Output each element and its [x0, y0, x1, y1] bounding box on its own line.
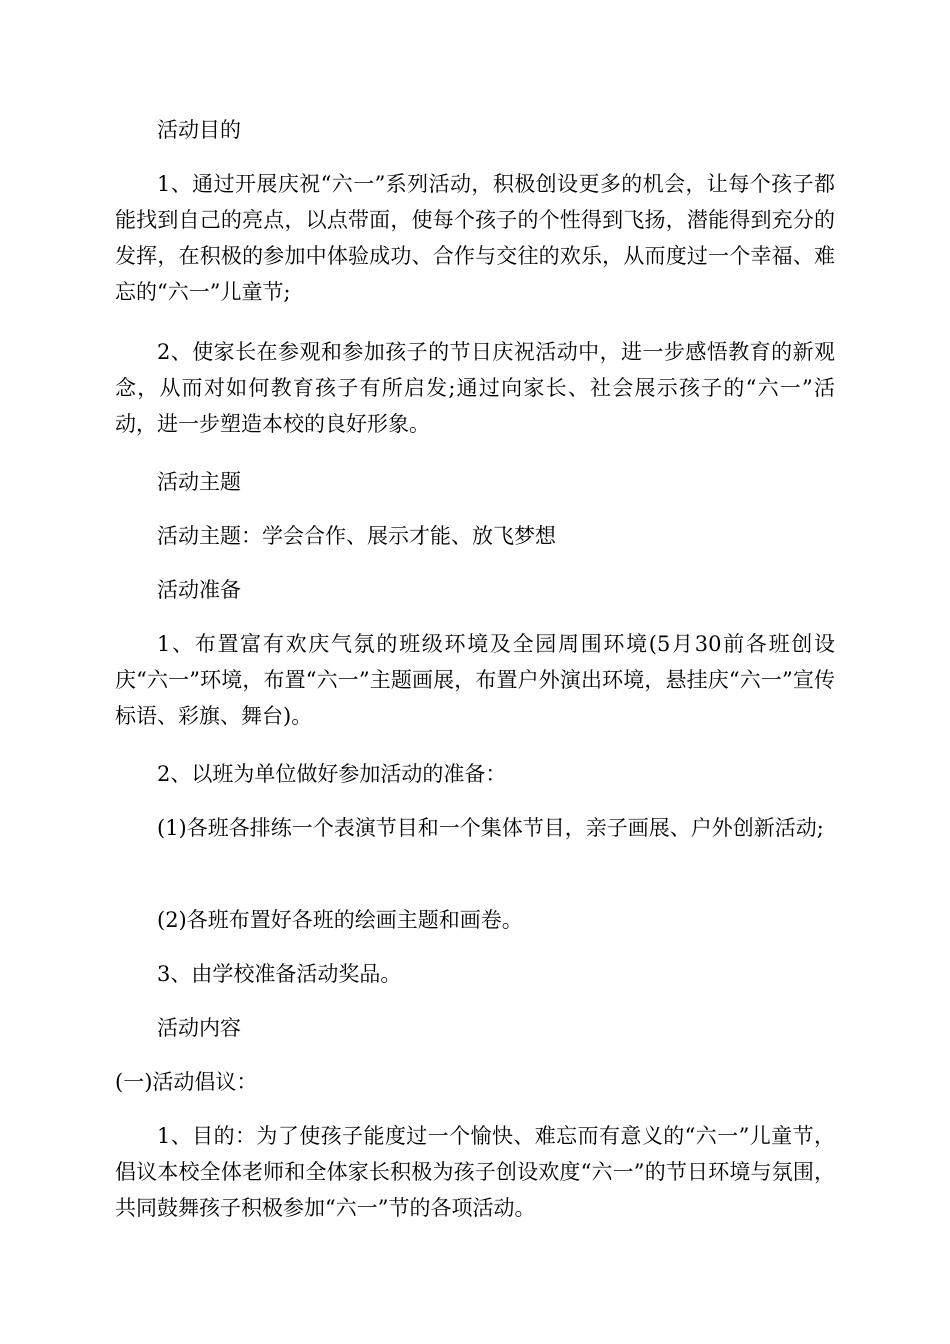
paragraph-purpose-2: 2、使家长在参观和参加孩子的节日庆祝活动中，进一步感悟教育的新观念，从而对如何教育孩子有所启发;通过向家长、社会展示孩子的“六一”活动，进一步塑造本校的良好形象。 [115, 340, 835, 436]
paragraph-preparation-1: 1、布置富有欢庆气氛的班级环境及全园周围环境(5月30前各班创设庆“六一”环境，布置“六一”主题画展，布置户外演出环境，悬挂庆“六一”宣传标语、彩旗、舞台)。 [115, 632, 835, 728]
paragraph-purpose-1: 1、通过开展庆祝“六一”系列活动，积极创设更多的机会，让每个孩子都能找到自己的亮点，以点带面，使每个孩子的个性得到飞扬，潜能得到充分的发挥，在积极的参加中体验成功、合作与交往的欢乐，从而度过一个幸福、难忘的“六一”儿童节; [115, 172, 835, 304]
subheading-activity-proposal: (一)活动倡议： [115, 1070, 258, 1094]
paragraph-preparation-2-2: (2)各班布置好各班的绘画主题和画卷。 [157, 908, 523, 932]
heading-activity-content: 活动内容 [157, 1016, 241, 1040]
heading-activity-theme: 活动主题 [157, 470, 241, 494]
paragraph-theme: 活动主题：学会合作、展示才能、放飞梦想 [157, 524, 556, 548]
paragraph-preparation-3: 3、由学校准备活动奖品。 [157, 962, 402, 986]
paragraph-proposal-1: 1、目的：为了使孩子能度过一个愉快、难忘而有意义的“六一”儿童节，倡议本校全体老师和全体家长积极为孩子创设欢度“六一”的节日环境与氛围，共同鼓舞孩子积极参加“六一”节的各项活动。 [115, 1124, 835, 1220]
paragraph-preparation-2: 2、以班为单位做好参加活动的准备： [157, 762, 507, 786]
heading-activity-purpose: 活动目的 [157, 118, 241, 142]
heading-activity-preparation: 活动准备 [157, 578, 241, 602]
paragraph-preparation-2-1: (1)各班各排练一个表演节目和一个集体节目，亲子画展、户外创新活动; [157, 816, 824, 840]
